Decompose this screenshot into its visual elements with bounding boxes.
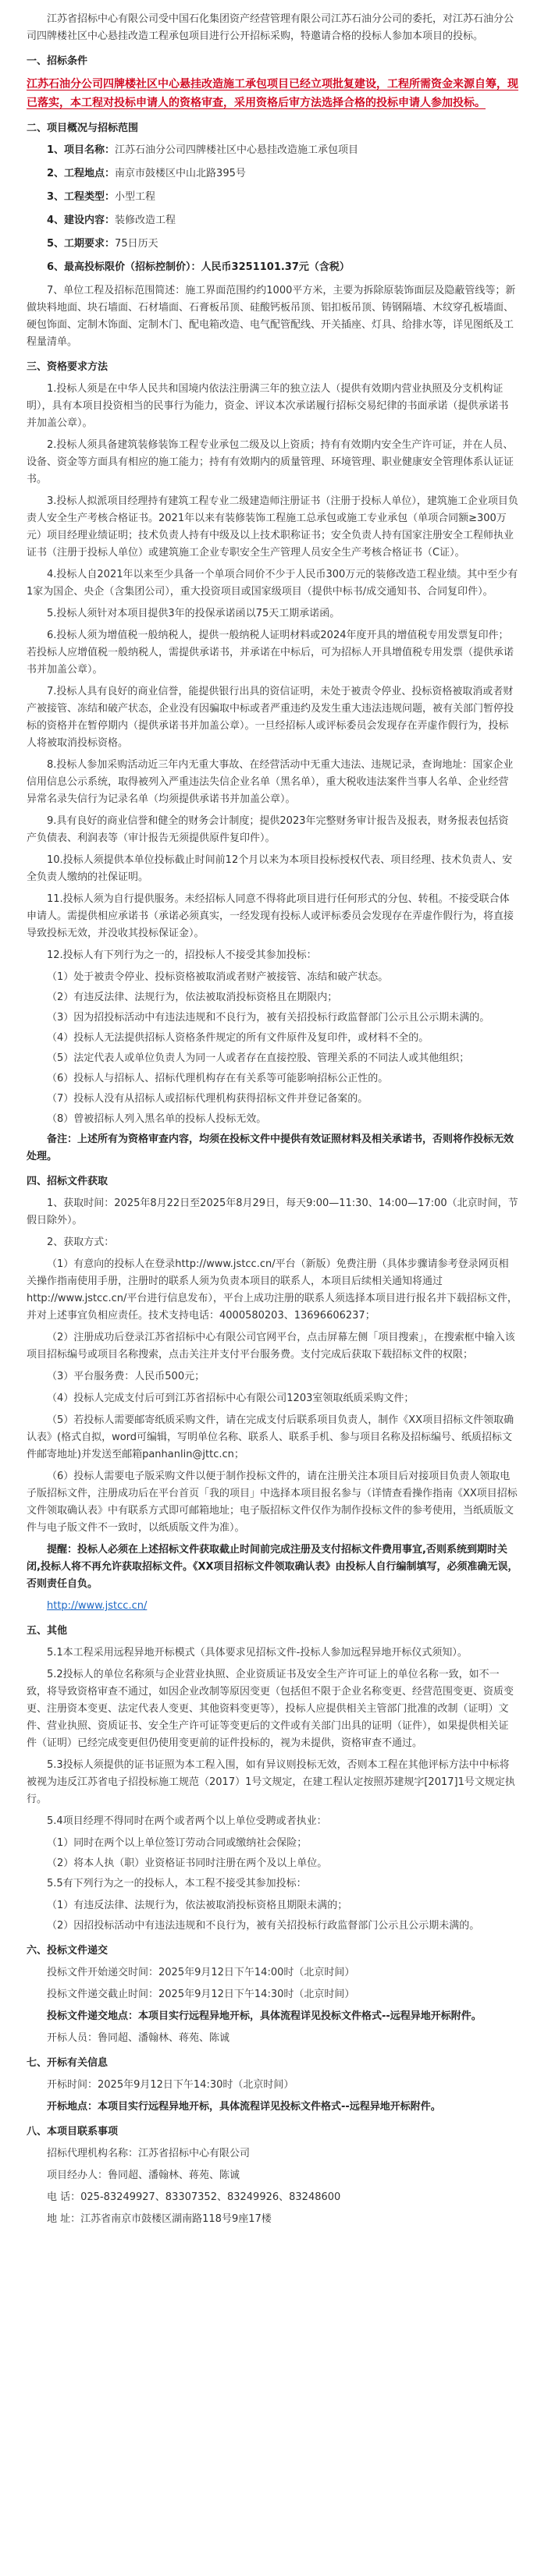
overview-item: 5、工期要求：75日历天	[47, 238, 158, 250]
overview-item: 2、工程地点：南京市鼓楼区中山北路395号	[47, 168, 246, 179]
obtain-method-label: 2、获取方式：	[47, 1237, 115, 1248]
section-5-title: 五、其他	[27, 1625, 68, 1637]
other-sub-item: （1）有违反法律、法规行为，依法被取消投标资格且期限未满的；	[47, 1900, 348, 1911]
platform-link[interactable]: http://www.jstcc.cn/	[47, 1600, 148, 1612]
obtain-method-4: （4）投标人完成支付后可到江苏省招标中心有限公司1203室领取纸质采购文件；	[47, 1393, 415, 1404]
section-7-title: 七、开标有关信息	[27, 2057, 109, 2069]
other-item: 5.3投标人须提供的证书证照为本工程入围，如有异议则投标无效，否则本工程在其他评标方法中中标将被视为违反江苏省电子招投标施工规范（2017）1号文规定，在建工程认定按照苏建规字[2017]1号文规定执行。	[27, 1759, 515, 1805]
section-3-title: 三、资格要求方法	[27, 361, 109, 373]
contact-line: 地 址：江苏省南京市鼓楼区湖南路118号9座17楼	[47, 2213, 272, 2225]
overview-item: 3、工程类型：小型工程	[47, 191, 156, 203]
overview-item: 4、建设内容：装修改造工程	[47, 215, 176, 226]
obtain-reminder: 提醒：投标人必须在上述招标文件获取截止时间前完成注册及支付招标文件费用事宜,否则系统到期时关闭,投标人将不再允许获取招标文件。《XX项目招标文件领取确认表》由投标人自行编制填写，必须准确无误，否则责任自负。	[27, 1544, 518, 1590]
opening-line: 开标地点：本项目实行远程异地开标，具体流程详见投标文件格式--远程异地开标附件。	[47, 2101, 441, 2113]
contact-line: 招标代理机构名称：江苏省招标中心有限公司	[47, 2148, 251, 2159]
exclusion-item: （7）投标人没有从招标人或招标代理机构获得招标文件并登记备案的。	[47, 1093, 368, 1105]
exclusion-item: （5）法定代表人或单位负责人为同一人或者存在直接控股、管理关系的不同法人或其他组织；	[47, 1052, 470, 1064]
qualification-item: 1.投标人须是在中华人民共和国境内依法注册满三年的独立法人（提供有效期内营业执照及分支机构证明），具有本项目投资相当的民事行为能力，资金、评议本次承诺履行招标交易纪律的书面承诺（提供承诺书并加盖公章）。	[27, 383, 509, 429]
qualification-item: 5.投标人须针对本项目提供3年的投保承诺函以75天工期承诺函。	[47, 608, 340, 619]
platform-link-row	[27, 1598, 518, 1615]
other-sub-item: （2）将本人执（职）业资格证书同时注册在两个及以上单位。	[47, 1857, 328, 1869]
obtain-method-3: （3）平台服务费：人民币500元；	[47, 1371, 205, 1382]
other-item: 5.1本工程采用远程异地开标模式（具体要求见招标文件-投标人参加远程异地开标仪式须知）。	[47, 1647, 468, 1659]
other-item: 5.5有下列行为之一的投标人，本工程不接受其参加投标：	[47, 1878, 307, 1889]
intro-paragraph: 江苏省招标中心有限公司受中国石化集团资产经营管理有限公司江苏石油分公司的委托，对江苏石油分公司四牌楼社区中心悬挂改造工程承包项目进行公开招标采购，特邀请合格的投标人参加本项目的投标。	[27, 13, 514, 42]
overview-item: 6、最高投标限价（招标控制价）：人民币3251101.37元（含税）	[47, 261, 350, 273]
qualification-item: 9.具有良好的商业信誉和健全的财务会计制度；提供2023年完整财务审计报告及报表，财务报表包括资产负债表、利润表等（审计报告无须提供原件复印件）。	[27, 815, 509, 844]
qualification-item: 11.投标人须为自行提供服务。未经招标人同意不得将此项目进行任何形式的分包、转租。不接受联合体申请人。需提供相应承诺书（承诺必须真实，一经发现有投标人或评标委员会发现存在弄虚作假行为，将直接导致投标无效，并没收其投标保证金）。	[27, 893, 514, 939]
section-4-title: 四、招标文件获取	[27, 1176, 109, 1187]
exclusion-item: （1）处于被责令停业、投标资格被取消或者财产被接管、冻结和破产状态。	[47, 971, 389, 983]
obtain-method-5: （5）若投标人需要邮寄纸质采购文件，请在完成支付后联系项目负责人，制作《XX项目招标文件领取确认表》(格式自拟，word可编辑，写明单位名称、联系人、联系手机、参与项目名称及招标编号、纸质招标文件邮寄地址)并发送至邮箱panhanlin@jttc.cn；	[27, 1414, 514, 1460]
qualification-item: 2.投标人须具备建筑装修装饰工程专业承包二级及以上资质；持有有效期内安全生产许可证，并在人员、设备、资金等方面具有相应的施工能力；持有有效期内的质量管理、环境管理、职业健康安全管理体系认证证书。	[27, 439, 514, 485]
obtain-time: 1、获取时间：2025年8月22日至2025年8月29日，每天9:00—11:30、14:00—17:00（北京时间，节假日除外）。	[27, 1198, 518, 1226]
obtain-method-2: （2）注册成功后登录江苏省招标中心有限公司官网平台，点击屏幕左侧「项目搜索」，在搜索框中输入该项目招标编号或项目名称搜索，点击关注并支付平台服务费。支付完成后获取下载招标文件的权限；	[27, 1332, 515, 1361]
qualification-item: 3.投标人拟派项目经理持有建筑工程专业二级建造师注册证书（注册于投标人单位），建筑施工企业项目负责人安全生产考核合格证书。2021年以来有装修装饰工程施工总承包或施工专业承包（单项合同额≥300万元）项目经理业绩证明；技术负责人持有中级及以上技术职称证书；安全负责人持有国家注册安全工程师执业证书（注册于投标人单位）或建筑施工企业专职安全生产管理人员安全生产考核合格证书（C证）。	[27, 495, 518, 559]
qualification-item: 7.投标人具有良好的商业信誉，能提供银行出具的资信证明，未处于被责令停业、投标资格被取消或者财产被接管、冻结和破产状态，企业没有因骗取中标或者严重违约及发生重大违法违规问题，被有关部门暂停投标的资格并在暂停期内（提供承诺书并加盖公章）。一旦经招标人或评标委员会发现存在弄虚作假行为，投标人将被取消投标资格。	[27, 686, 514, 749]
submission-line: 投标文件递交地点：本项目实行远程异地开标，具体流程详见投标文件格式--远程异地开标附件。	[47, 2010, 482, 2022]
section-2-title: 二、项目概况与招标范围	[27, 122, 139, 134]
qualification-item: 8.投标人参加采购活动近三年内无重大事故、在经营活动中无重大违法、违规记录，查询地址：国家企业信用信息公示系统，取得被列入严重违法失信企业名单（黑名单），重大税收违法案件当事人名单、企业经营异常名录失信行为记录名单（均须提供承诺书并加盖公章）。	[27, 759, 514, 805]
exclusion-item: （3）因为招投标活动中有违法违规和不良行为，被有关招投标行政监督部门公示且公示期未满的。	[47, 1012, 490, 1024]
section-8-title: 八、本项目联系事项	[27, 2126, 119, 2138]
exclusion-item: （8）曾被招标人列入黑名单的投标人投标无效。	[47, 1113, 267, 1125]
overview-item: 1、项目名称：江苏石油分公司四牌楼社区中心悬挂改造施工承包项目	[47, 144, 359, 156]
other-sub-item: （2）因招投标活动中有违法违规和不良行为，被有关招投标行政监督部门公示且公示期未满的。	[47, 1920, 480, 1932]
qualification-item: 6.投标人须为增值税一般纳税人，提供一般纳税人证明材料或2024年度开具的增值税专用发票复印件；若投标人应增值税一般纳税人，需提供承诺书，并承诺在中标后，可为招标人开具增值税专用发票（提供承诺书并加盖公章）。	[27, 630, 514, 676]
project-overview-list	[27, 142, 518, 351]
obtain-method-1: （1）有意向的投标人在登录http://www.jstcc.cn/平台（新版）免费注册（具体步骤请参考登录网页相关操作指南使用手册，注册时的联系人须为负责本项目的联系人，本项目后续相关通知将通过http://www.jstcc.cn/平台进行信息发布），平台上成功注册的联系人须选择本项目进行报名并下载招标文件，并对上述事宜负相应责任。技术支持电话：4000580203、13696606237；	[27, 1258, 518, 1322]
exclusion-item: （6）投标人与招标人、招标代理机构存在有关系等可能影响招标公正性的。	[47, 1073, 389, 1084]
other-item: 5.4项目经理不得同时在两个或者两个以上单位受聘或者执业：	[47, 1815, 327, 1827]
contact-line: 电 话：025-83249927、83307352、83249926、83248600	[47, 2191, 341, 2203]
section-6-title: 六、投标文件递交	[27, 1945, 109, 1957]
opening-line: 开标时间：2025年9月12日下午14:30时（北京时间）	[47, 2079, 294, 2091]
qualification-item: 4.投标人自2021年以来至少具备一个单项合同价不少于人民币300万元的装修改造工程业绩。其中至少有1家为国企、央企（含集团公司），重大投资项目或国家级项目（提供中标书/成交通知书、合同复印件）。	[27, 569, 518, 598]
qualification-item: 12.投标人有下列行为之一的，招投标人不接受其参加投标：	[47, 949, 317, 961]
section-1-text: 江苏石油分公司四牌楼社区中心悬挂改造施工承包项目已经立项批复建设，工程所需资金来源自筹，现已落实，本工程对投标申请人的资格审查，采用资格后审方法选择合格的投标申请人参加投标。	[27, 78, 518, 109]
overview-item-scope: 7、单位工程及招标范围简述：施工界面范围约约1000平方米，主要为拆除原装饰面层及隐蔽管线等；新做块料地面、块石墙面、石材墙面、石膏板吊顶、硅酸钙板吊顶、铝扣板吊顶、铸钢隔墙、木纹穿孔板墙面、硬包饰面、定制木饰面、定制木门、配电箱改造、电气配管配线、开关插座、灯具、给排水等，详见图纸及工程量清单。	[27, 285, 516, 348]
section-1-title: 一、招标条件	[27, 55, 88, 67]
other-sub-item: （1）同时在两个以上单位签订劳动合同或缴纳社会保险；	[47, 1837, 308, 1849]
exclusion-item: （4）投标人无法提供招标人资格条件规定的所有文件原件及复印件，或材料不全的。	[47, 1032, 429, 1044]
other-item: 5.2投标人的单位名称须与企业营业执照、企业资质证书及安全生产许可证上的单位名称一致，如不一致，将导致资格审查不通过，如因企业改制等原因变更（包括但不限于企业名称变更、经营范围变更、资质变更、注册资本变更、法定代表人变更、其他资料变更等），投标人应提供相关主管部门批准的改制（证明）文件、营业执照、资质证书、安全生产许可证等变更后的文件或有关部门出具的证明（证件），如果提供相关证件（证明）已经完成变更但仍使用变更前的证件投标的，视为未提供，资格审查不通过。	[27, 1669, 514, 1749]
qualification-note: 备注：上述所有为资格审查内容，均须在投标文件中提供有效证照材料及相关承诺书，否则将作投标无效处理。	[27, 1134, 514, 1162]
submission-line: 开标人员：鲁同超、潘翰林、蒋苑、陈诚	[47, 2032, 230, 2044]
obtain-method-6: （6）投标人需要电子版采购文件以便于制作投标文件的，请在注册关注本项目后对接项目负责人领取电子版招标文件，注册成功后在平台首页「我的项目」中选择本项目报名参与（详情查看操作指南《XX项目招标文件领取确认表》中有联系方式即可邮箱地址；电子版招标文件仅作为制作投标文件的参考使用，当纸质版文件与电子版文件不一致时，以纸质版文件为准）。	[27, 1471, 518, 1534]
submission-line: 投标文件开始递交时间：2025年9月12日下午14:00时（北京时间）	[47, 1967, 355, 1978]
submission-line: 投标文件递交截止时间：2025年9月12日下午14:30时（北京时间）	[47, 1989, 355, 2000]
qualification-list	[27, 381, 518, 1166]
contact-line: 项目经办人：鲁同超、潘翰林、蒋苑、陈诚	[47, 2170, 240, 2181]
qualification-item: 10.投标人须提供本单位投标截止时间前12个月以来为本项目投标授权代表、项目经理、技术负责人、安全负责人缴纳的社保证明。	[27, 854, 513, 883]
exclusion-item: （2）有违反法律、法规行为，依法被取消投标资格且在期限内；	[47, 992, 338, 1003]
